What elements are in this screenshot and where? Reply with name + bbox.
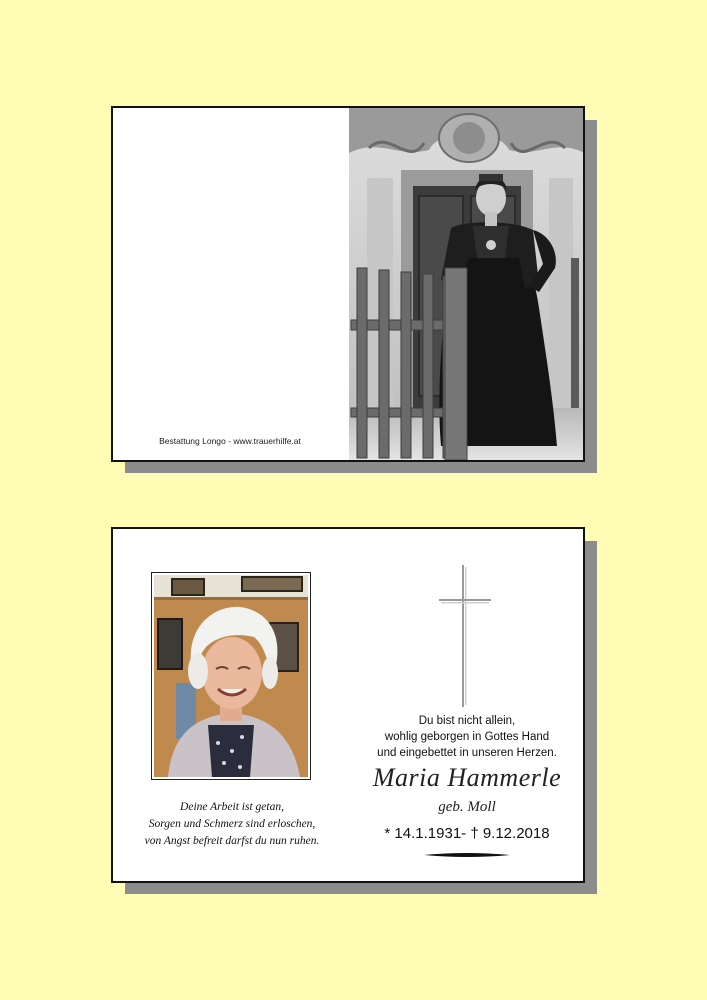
funeral-home-credit: Bestattung Longo - www.trauerhilfe.at bbox=[159, 436, 301, 446]
verse bbox=[353, 713, 581, 761]
life-dates: * 14.1.1931- † 9.12.2018 bbox=[384, 825, 550, 842]
deceased-name: Maria Hammerle bbox=[372, 763, 562, 792]
poem-line: Deine Arbeit ist getan, bbox=[180, 801, 284, 813]
maiden-name: geb. Moll bbox=[438, 799, 496, 815]
poem bbox=[117, 799, 347, 850]
card-inside bbox=[111, 527, 585, 883]
portrait-frame bbox=[151, 572, 311, 780]
ornament-divider-icon bbox=[424, 851, 510, 859]
card-back-cover bbox=[111, 106, 585, 462]
verse-line: Du bist nicht allein, bbox=[418, 715, 516, 727]
verse-line: wohlig geborgen in Gottes Hand bbox=[384, 731, 550, 743]
poem-line: von Angst befreit darfst du nun ruhen. bbox=[144, 835, 320, 847]
cross-icon bbox=[435, 565, 495, 707]
traditional-dress-photo bbox=[349, 108, 585, 460]
verse-line: und eingebettet in unseren Herzen. bbox=[377, 747, 557, 759]
portrait-photo bbox=[154, 575, 308, 777]
poem-line: Sorgen und Schmerz sind erloschen, bbox=[148, 818, 316, 830]
